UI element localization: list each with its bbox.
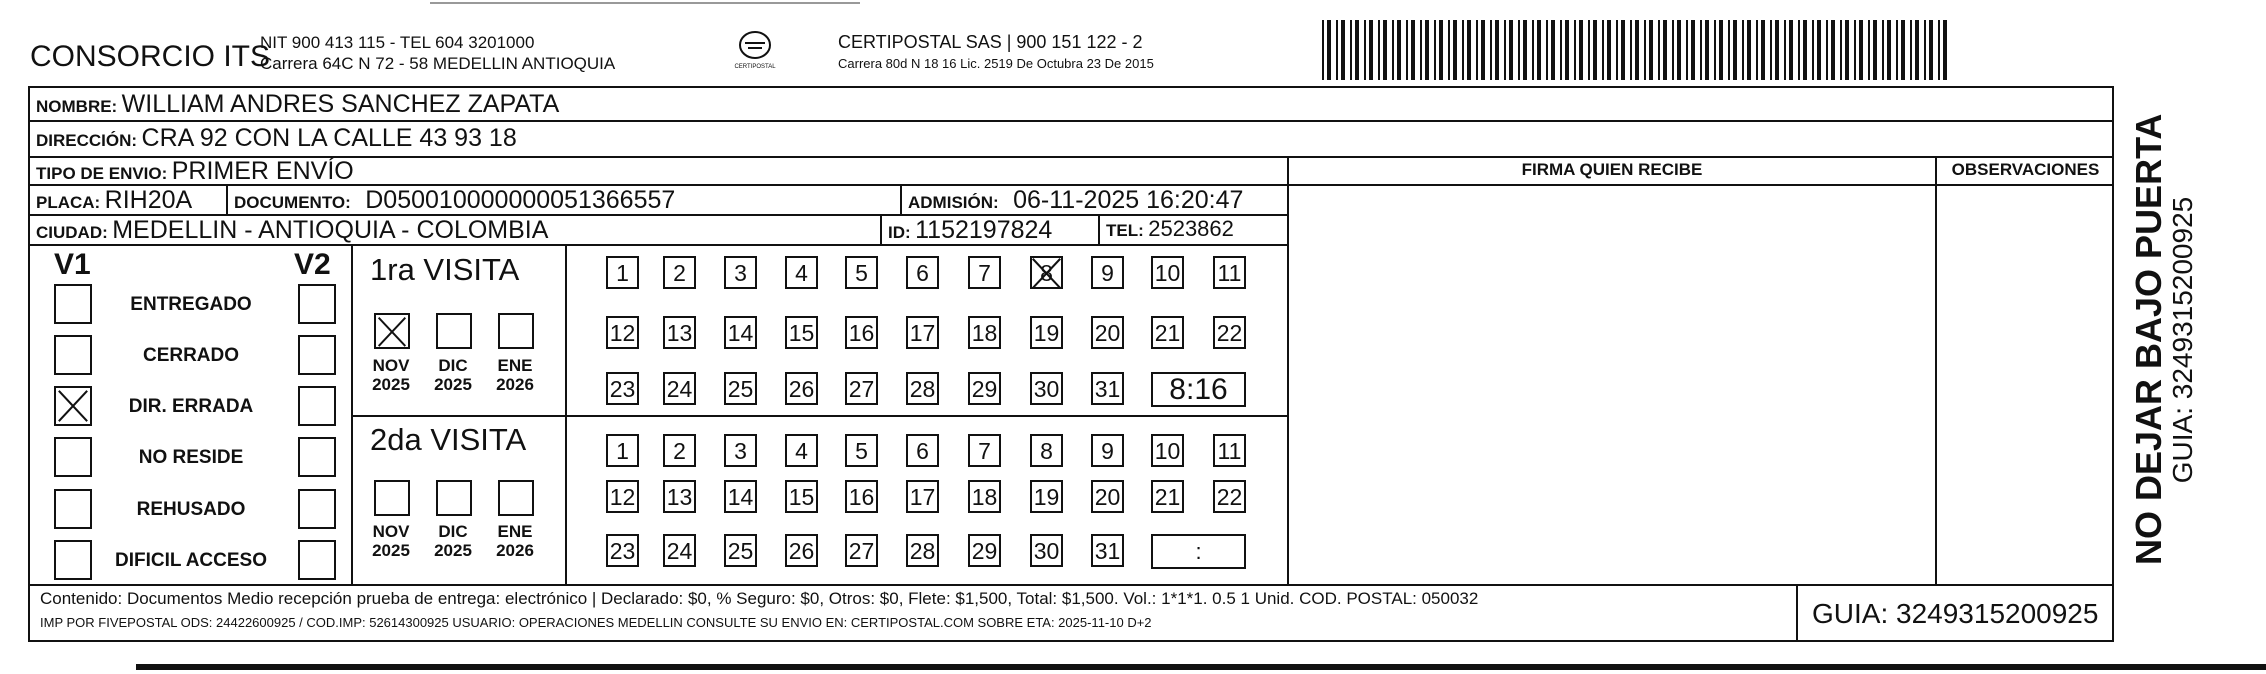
day-box[interactable]: 3 <box>724 256 757 289</box>
v1-checkbox[interactable] <box>54 437 92 477</box>
barcode-bar <box>1504 20 1506 80</box>
barcode-bar <box>1327 20 1331 80</box>
barcode-bar <box>1868 20 1870 80</box>
col-line <box>226 184 228 214</box>
month-name: DIC <box>438 522 468 541</box>
barcode-bar <box>1644 20 1646 80</box>
side-guia: GUIA: 3249315200925 <box>2167 196 2198 484</box>
day-box[interactable]: 1 <box>606 256 639 289</box>
month-year: 2025 <box>372 375 410 394</box>
barcode-bar <box>1873 20 1877 80</box>
month-name: NOV <box>372 522 410 541</box>
barcode-bar <box>1364 20 1366 80</box>
day-box[interactable]: 25 <box>724 534 757 567</box>
footer-guia: GUIA: 3249315200925 <box>1812 598 2099 629</box>
barcode-bar <box>1490 20 1492 80</box>
v1-checkbox[interactable] <box>54 489 92 529</box>
barcode-bar <box>1588 20 1590 80</box>
visit2-title: 2da VISITA <box>370 422 527 457</box>
barcode-bar <box>1411 20 1415 80</box>
barcode-bar <box>1322 20 1324 80</box>
day-box[interactable]: 26 <box>785 372 818 405</box>
barcode-bar <box>1705 20 1709 80</box>
company-nit-line: NIT 900 413 115 - TEL 604 3201000 <box>260 33 535 52</box>
month-name: NOV <box>372 356 410 375</box>
day-box[interactable]: 2 <box>663 434 696 467</box>
barcode-bar <box>1532 20 1534 80</box>
v2-checkbox[interactable] <box>298 284 336 324</box>
day-box[interactable]: 30 <box>1030 372 1063 405</box>
day-box[interactable]: 21 <box>1151 316 1184 349</box>
row-line <box>28 584 2114 586</box>
day-box[interactable]: 18 <box>968 316 1001 349</box>
barcode-bar <box>1593 20 1597 80</box>
row-line <box>28 120 2114 122</box>
id-value: 1152197824 <box>915 216 1053 244</box>
barcode-bar <box>1448 20 1450 80</box>
barcode-bar <box>1397 20 1401 80</box>
barcode-bar <box>1537 20 1541 80</box>
day-box[interactable]: 19 <box>1030 480 1063 513</box>
barcode-bar <box>1551 20 1555 80</box>
barcode-bar <box>1481 20 1485 80</box>
documento-value: D050010000000051366557 <box>365 186 676 214</box>
barcode-bar <box>1350 20 1352 80</box>
barcode-bar <box>1658 20 1660 80</box>
day-box[interactable]: 29 <box>968 372 1001 405</box>
placa-cell <box>36 186 192 215</box>
barcode-bar <box>1714 20 1716 80</box>
barcode-bar <box>1887 20 1891 80</box>
carrier-address-line: Carrera 80d N 18 16 Lic. 2519 De Octubra 23 De 2015 <box>838 56 1154 71</box>
day-box[interactable]: 11 <box>1213 256 1246 289</box>
day-box[interactable]: 17 <box>906 480 939 513</box>
v1-checkbox[interactable] <box>54 335 92 375</box>
day-box[interactable]: 18 <box>968 480 1001 513</box>
month-year: 2025 <box>372 541 410 560</box>
footer-print-line: IMP POR FIVEPOSTAL ODS: 24422600925 / COD.IMP: 52614300925 USUARIO: OPERACIONES MEDELLIN CONSULTE SU ENVIO EN: CERTIPOSTAL.COM SOBRE ETA: 2025-11-10 D+2 <box>40 615 1152 630</box>
barcode-bar <box>1672 20 1674 80</box>
barcode-bar <box>1761 20 1765 80</box>
footer-guia-line <box>1796 584 1798 642</box>
ciudad-value: MEDELLIN - ANTIOQUIA - COLOMBIA <box>112 216 549 244</box>
admision-cell <box>908 186 1243 215</box>
nombre-value: WILLIAM ANDRES SANCHEZ ZAPATA <box>121 90 560 118</box>
barcode-bar <box>1579 20 1583 80</box>
day-box[interactable]: 17 <box>906 316 939 349</box>
day-box[interactable]: 1 <box>606 434 639 467</box>
month-year: 2026 <box>496 541 534 560</box>
barcode-bar <box>1355 20 1359 80</box>
barcode-bar <box>1341 20 1345 80</box>
side-warning <box>2124 115 2204 565</box>
month-label <box>424 522 482 560</box>
month-name: DIC <box>438 356 468 375</box>
barcode-bar <box>1518 20 1520 80</box>
day-box[interactable]: 3 <box>724 434 757 467</box>
logo-text: CERTIPOSTAL <box>734 64 776 70</box>
id-label: ID: <box>888 223 911 242</box>
day-box[interactable]: 20 <box>1091 316 1124 349</box>
barcode-bar <box>1747 20 1751 80</box>
barcode-bar <box>1943 20 1947 80</box>
no-dejar-bajo-puerta: NO DEJAR BAJO PUERTA <box>2128 113 2169 565</box>
company-address-line: Carrera 64C N 72 - 58 MEDELLIN ANTIOQUIA <box>260 54 616 73</box>
barcode-bar <box>1378 20 1380 80</box>
tel-label: TEL: <box>1106 221 1144 240</box>
barcode-bar <box>1924 20 1926 80</box>
barcode-bar <box>1406 20 1408 80</box>
barcode-bar <box>1476 20 1478 80</box>
day-box[interactable]: 5 <box>845 256 878 289</box>
option-label: NO RESIDE <box>138 447 244 468</box>
barcode-bar <box>1336 20 1338 80</box>
day-box[interactable]: 5 <box>845 434 878 467</box>
id-cell <box>888 216 1052 245</box>
day-box[interactable]: 29 <box>968 534 1001 567</box>
barcode-bar <box>1938 20 1940 80</box>
direccion-row <box>36 124 517 153</box>
barcode-bar <box>1775 20 1779 80</box>
visit-area-line <box>351 244 353 584</box>
barcode-bar <box>1630 20 1632 80</box>
visit-separator <box>351 415 1287 417</box>
v2-checkbox[interactable] <box>298 437 336 477</box>
month-checkbox[interactable] <box>436 313 472 349</box>
option-label: ENTREGADO <box>130 294 252 315</box>
v2-header: V2 <box>294 248 331 281</box>
day-box[interactable]: 21 <box>1151 480 1184 513</box>
barcode-bar <box>1789 20 1793 80</box>
visit-time-box[interactable]: : <box>1151 534 1246 569</box>
day-box[interactable]: 14 <box>724 316 757 349</box>
barcode-bar <box>1915 20 1919 80</box>
day-box[interactable]: 9 <box>1091 434 1124 467</box>
day-box[interactable]: 20 <box>1091 480 1124 513</box>
month-year: 2026 <box>496 375 534 394</box>
visit-area-line <box>565 244 567 584</box>
barcode-bar <box>1649 20 1653 80</box>
barcode-bar <box>1635 20 1639 80</box>
barcode-bar <box>1369 20 1373 80</box>
day-box[interactable]: 30 <box>1030 534 1063 567</box>
day-box[interactable]: 22 <box>1213 316 1246 349</box>
day-box[interactable]: 4 <box>785 256 818 289</box>
barcode-bar <box>1910 20 1912 80</box>
day-box[interactable]: 28 <box>906 534 939 567</box>
placa-label: PLACA: <box>36 193 101 212</box>
day-box[interactable]: 8 <box>1030 256 1063 289</box>
barcode-bar <box>1663 20 1667 80</box>
barcode-bar <box>1831 20 1835 80</box>
col-line <box>880 214 882 244</box>
carrier-info <box>838 32 1154 74</box>
barcode-bar <box>1574 20 1576 80</box>
day-box[interactable]: 13 <box>663 316 696 349</box>
day-box[interactable]: 19 <box>1030 316 1063 349</box>
month-year: 2025 <box>434 375 472 394</box>
barcode-bar <box>1691 20 1695 80</box>
day-box[interactable]: 24 <box>663 534 696 567</box>
month-name: ENE <box>497 522 533 541</box>
v1-checkbox[interactable] <box>54 540 92 580</box>
month-label <box>362 522 420 560</box>
barcode-bar <box>1677 20 1681 80</box>
day-box[interactable]: 13 <box>663 480 696 513</box>
tipo-label: TIPO DE ENVIO: <box>36 164 168 183</box>
month-checkbox[interactable] <box>436 480 472 516</box>
day-box[interactable]: 12 <box>606 316 639 349</box>
day-box[interactable]: 27 <box>845 534 878 567</box>
day-box[interactable]: 7 <box>968 256 1001 289</box>
day-box[interactable]: 23 <box>606 372 639 405</box>
logo-icon <box>738 30 772 60</box>
day-box[interactable]: 16 <box>845 316 878 349</box>
tipo-value: PRIMER ENVÍO <box>171 157 354 185</box>
day-box[interactable]: 6 <box>906 434 939 467</box>
barcode-bar <box>1616 20 1618 80</box>
barcode-bar <box>1728 20 1730 80</box>
month-label <box>486 522 544 560</box>
v1-checkbox[interactable] <box>54 284 92 324</box>
month-year: 2025 <box>434 541 472 560</box>
obs-column-line <box>1935 156 1937 584</box>
tel-value: 2523862 <box>1148 216 1234 241</box>
placa-value: RIH20A <box>104 186 193 214</box>
certipostal-logo <box>732 30 778 76</box>
day-box[interactable]: 26 <box>785 534 818 567</box>
footer-content-line: Contenido: Documentos Medio recepción prueba de entrega: electrónico | Declarado: $0, % Seguro: $0, Otros: $0, Flete: $1,500, Total: $1,500. Vol.: 1*1*1. 0.5 1 Unid. COD. POSTAL: 050032 <box>40 589 1479 608</box>
option-label: DIR. ERRADA <box>128 396 254 417</box>
visit-time-box[interactable]: 8:16 <box>1151 372 1246 407</box>
day-box[interactable]: 8 <box>1030 434 1063 467</box>
month-name: ENE <box>497 356 533 375</box>
month-checkbox[interactable] <box>498 480 534 516</box>
day-box[interactable]: 15 <box>785 480 818 513</box>
month-checkbox[interactable] <box>374 313 410 349</box>
barcode-bar <box>1686 20 1688 80</box>
visit1-title: 1ra VISITA <box>370 252 520 287</box>
barcode-bar <box>1467 20 1471 80</box>
company-name: CONSORCIO ITS <box>30 40 271 73</box>
month-label <box>486 356 544 394</box>
barcode-bar <box>1803 20 1807 80</box>
carrier-nit-line: CERTIPOSTAL SAS | 900 151 122 - 2 <box>838 32 1143 52</box>
barcode-bar <box>1607 20 1611 80</box>
barcode-bar <box>1434 20 1436 80</box>
day-box[interactable]: 10 <box>1151 434 1184 467</box>
firma-header: FIRMA QUIEN RECIBE <box>1521 160 1703 179</box>
barcode <box>1322 20 1958 80</box>
barcode-bar <box>1859 20 1863 80</box>
barcode-bar <box>1509 20 1513 80</box>
v1-header: V1 <box>54 248 91 281</box>
barcode-bar <box>1929 20 1933 80</box>
option-label: DIFICIL ACCESO <box>114 550 267 571</box>
barcode-bar <box>1602 20 1604 80</box>
barcode-bar <box>1882 20 1884 80</box>
barcode-bar <box>1896 20 1898 80</box>
documento-cell <box>234 186 675 215</box>
day-box[interactable]: 25 <box>724 372 757 405</box>
day-box[interactable]: 15 <box>785 316 818 349</box>
day-box[interactable]: 24 <box>663 372 696 405</box>
barcode-bar <box>1439 20 1443 80</box>
company-address <box>260 32 615 74</box>
month-checkbox[interactable] <box>498 313 534 349</box>
col-line <box>1098 214 1100 244</box>
day-box[interactable]: 14 <box>724 480 757 513</box>
barcode-bar <box>1812 20 1814 80</box>
observaciones-header: OBSERVACIONES <box>1951 160 2100 179</box>
barcode-bar <box>1901 20 1905 80</box>
day-box[interactable]: 31 <box>1091 534 1124 567</box>
barcode-bar <box>1719 20 1723 80</box>
day-box[interactable]: 12 <box>606 480 639 513</box>
barcode-bar <box>1756 20 1758 80</box>
day-box[interactable]: 11 <box>1213 434 1246 467</box>
barcode-bar <box>1425 20 1429 80</box>
v2-checkbox[interactable] <box>298 540 336 580</box>
day-box[interactable]: 31 <box>1091 372 1124 405</box>
bottom-rule <box>136 664 2266 670</box>
barcode-bar <box>1733 20 1737 80</box>
barcode-bar <box>1546 20 1548 80</box>
barcode-bar <box>1798 20 1800 80</box>
barcode-bar <box>1453 20 1457 80</box>
barcode-bar <box>1420 20 1422 80</box>
day-box[interactable]: 16 <box>845 480 878 513</box>
ciudad-cell <box>36 216 548 245</box>
v1-checkbox[interactable] <box>54 386 92 426</box>
barcode-bar <box>1565 20 1569 80</box>
barcode-bar <box>1742 20 1744 80</box>
day-box[interactable]: 22 <box>1213 480 1246 513</box>
day-box[interactable]: 9 <box>1091 256 1124 289</box>
option-label: CERRADO <box>142 345 240 366</box>
barcode-bar <box>1462 20 1464 80</box>
barcode-bar <box>1621 20 1625 80</box>
barcode-bar <box>1784 20 1786 80</box>
barcode-bar <box>1523 20 1527 80</box>
day-box[interactable]: 4 <box>785 434 818 467</box>
day-box[interactable]: 23 <box>606 534 639 567</box>
direccion-value: CRA 92 CON LA CALLE 43 93 18 <box>141 124 517 152</box>
tipo-row <box>36 157 354 186</box>
col-line <box>900 184 902 214</box>
barcode-bar <box>1817 20 1821 80</box>
ciudad-label: CIUDAD: <box>36 223 108 242</box>
day-mark-x <box>1030 256 1063 289</box>
documento-label: DOCUMENTO: <box>234 193 351 212</box>
v2-checkbox[interactable] <box>298 335 336 375</box>
barcode-bar <box>1392 20 1394 80</box>
barcode-bar <box>1854 20 1856 80</box>
month-label <box>362 356 420 394</box>
nombre-label: NOMBRE: <box>36 97 118 116</box>
document-top-rule <box>430 2 860 4</box>
day-box[interactable]: 28 <box>906 372 939 405</box>
barcode-bar <box>1845 20 1849 80</box>
barcode-bar <box>1700 20 1702 80</box>
firma-column-line <box>1287 156 1289 584</box>
admision-label: ADMISIÓN: <box>908 193 999 212</box>
tel-cell <box>1106 216 1234 242</box>
day-box[interactable]: 10 <box>1151 256 1184 289</box>
day-box[interactable]: 27 <box>845 372 878 405</box>
barcode-bar <box>1770 20 1772 80</box>
month-checkbox[interactable] <box>374 480 410 516</box>
v2-checkbox[interactable] <box>298 386 336 426</box>
barcode-bar <box>1383 20 1387 80</box>
barcode-bar <box>1495 20 1499 80</box>
barcode-bar <box>1840 20 1842 80</box>
admision-value: 06-11-2025 16:20:47 <box>1013 186 1244 214</box>
day-box[interactable]: 7 <box>968 434 1001 467</box>
barcode-bar <box>1560 20 1562 80</box>
direccion-label: DIRECCIÓN: <box>36 131 138 150</box>
nombre-row <box>36 90 559 119</box>
option-label: REHUSADO <box>136 499 246 520</box>
day-box[interactable]: 6 <box>906 256 939 289</box>
v2-checkbox[interactable] <box>298 489 336 529</box>
day-box[interactable]: 2 <box>663 256 696 289</box>
month-label <box>424 356 482 394</box>
barcode-bar <box>1826 20 1828 80</box>
